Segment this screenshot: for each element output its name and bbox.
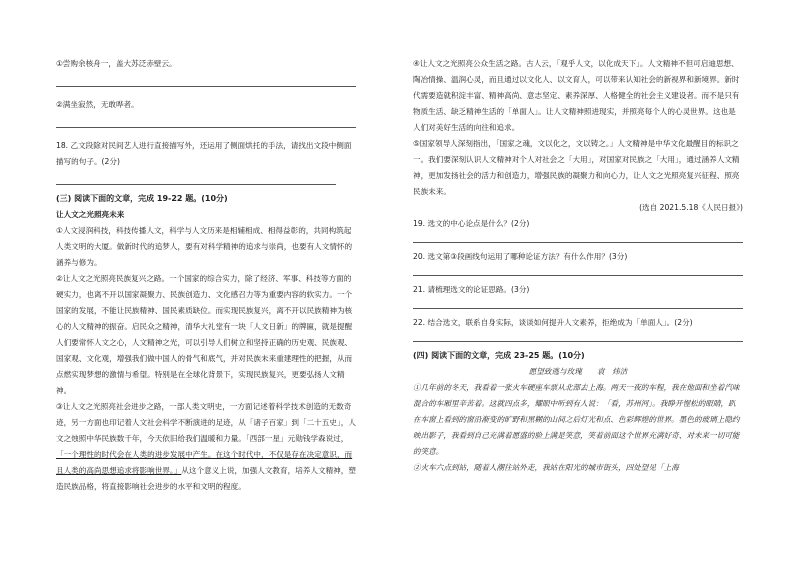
answer-line (413, 304, 743, 309)
story-paragraph-1: ①几年前的冬天，我看着一张火车硬座车票从北部去上海。两天一夜的车程，我在他面和坐着汽味混合的车厢里辛苦着。这就四点多，耀眼中听到有人说：「看，苏州河」。我睁开惺松的眼睛，趴在车窗上看到的窗沿渐变的旷野和黑糊的山间之后灯光和点、色彩辉煌的世界。墨色的玻璃上隐约映出影子，我看到自己充满着愿盛的脸上满是笑意，笑着前面这个世界充满好奇、对未来一切可能的笑意。 (413, 383, 740, 456)
article-paragraph-3 (56, 399, 356, 495)
article-source: (选自 2021.5.18《人民日报》) (639, 203, 743, 212)
question-sentence-b: ②满坐寂然，无敢哗者。 (56, 100, 139, 109)
article-paragraph-1: ①人文浸润科技，科技传播人文，科学与人文历来是相辅相成、相得益彰的，共同构筑起人类文明的大厦。做新时代的追梦人，要有对科学精神的追求与崇尚，也要有人文情怀的涵养与修为。 (56, 226, 353, 267)
answer-line (413, 337, 743, 342)
article-title: 让人文之光照亮未来 (56, 210, 125, 219)
question-18: 18. 乙文段除对民间艺人进行直接描写外，还运用了侧面烘托的手法，请找出文段中侧面描写的句子。(2分) (56, 141, 352, 166)
question-22: 22. 结合选文，联系自身实际，谈谈如何提升人文素养，拒绝成为「单面人」。(2分) (413, 318, 693, 327)
question-19: 19. 选文的中心论点是什么？(2分) (413, 219, 530, 228)
article-paragraph-5: ⑤国家领导人深刻指出，「国家之魂，文以化之，文以铸之。」人文精神是中华文化最醒目的标识之一。我们要深刻认识人文精神对个人对社会之「大用」，对国家对民族之「大用」，通过涵养人文精神，更加发扬社会的活力和创造力，增强民族的凝聚力和向心力，让人文之光照亮复兴征程、照亮民族未来。 (413, 139, 740, 196)
question-20: 20. 选文第③段画线句运用了哪种论证方法？有什么作用？(3分) (413, 252, 628, 261)
answer-line (413, 238, 743, 243)
paragraph-3-text: ③让人文之光照亮社会进步之路，一部人类文明史，一方面记述着科学技术创造的无数奇迹，另一方面也印记着人文社会科学不断演进的足迹，从「诸子百家」到「二十五史」，人文之烛照中华民族数千年，今天依旧给我们温暖和力量。「西部一星」元勋钱学森说过， (56, 402, 356, 443)
story-paragraph-2: ②火车六点到站，随着人潮往站外走，我站在阳光的城市街头，四处望见「上海 (413, 463, 679, 472)
article-paragraph-4: ④让人文之光照亮公众生活之路。古人云，「观乎人文，以化成天下」。人文精神不但可启迪思想、陶冶情操、温润心灵，而且通过以文化人、以文育人，可以带来认知社会的新视界和新境界。新时代需要造就积淀丰富、精神高尚、意志坚定、素养深厚、人格健全的社会主义建设者。而不是只有物质生活、缺乏精神生活的「单面人」。让人文精神照进现实，并照亮每个人的心灵世界。这也是人们对美好生活的向往和追求。 (413, 59, 740, 132)
question-21: 21. 请梳理选文的论证思路。(3分) (413, 285, 530, 294)
answer-line (56, 123, 356, 128)
story-title: 愿望致逃与玫瑰 袁 炜洁 (528, 367, 628, 376)
left-column (56, 0, 356, 495)
answer-line (56, 82, 356, 87)
article-paragraph-2: ②让人文之光照亮民族复兴之路。一个国家的综合实力，除了经济、军事、科技等方面的硬实力，也离不开以国家凝聚力、民族创造力、文化感召力等为重要内容的软实力。一个国家的发展，不能让民族精神、国民素质缺位。而实现民族复兴，离不开以民族精神为核心的人文精神的振奋。启民众之精神，清华大礼堂有一块「人文日新」的牌匾，就是提醒人们要常怀人文之心，人文精神之光，可以引导人们树立和坚持正确的历史观、民族观、国家观、文化观，增强我们做中国人的骨气和底气，并对民族未来重建理性的把握，从而点燃实现梦想的激情与希望。特别是在全球化背景下，实现民族复兴，更要弘扬人文精神。 (56, 274, 353, 395)
answer-line (413, 271, 743, 276)
underlined-quote: 「一个理性的时代会在人类的进步发展中产生。在这个时代中，不仅是存在决定意识，而且人类的高尚思想追求将影响世界。」 (56, 450, 353, 475)
answer-line (56, 180, 336, 185)
paragraph-3-text-end: 从这个意义上说，加强人文教育，培养人文精神，塑造民族品格，将直接影响社会进步的水平和文明的程度。 (56, 466, 356, 491)
section-4-heading: (四) 阅读下面的文章，完成 23-25 题。(10分) (413, 351, 585, 360)
right-column (413, 0, 743, 476)
question-sentence-a: ①尝购余核舟一，盖大苏泛赤壁云。 (56, 59, 177, 68)
section-3-heading: (三) 阅读下面的文章，完成 19-22 题。(10分) (56, 194, 228, 203)
